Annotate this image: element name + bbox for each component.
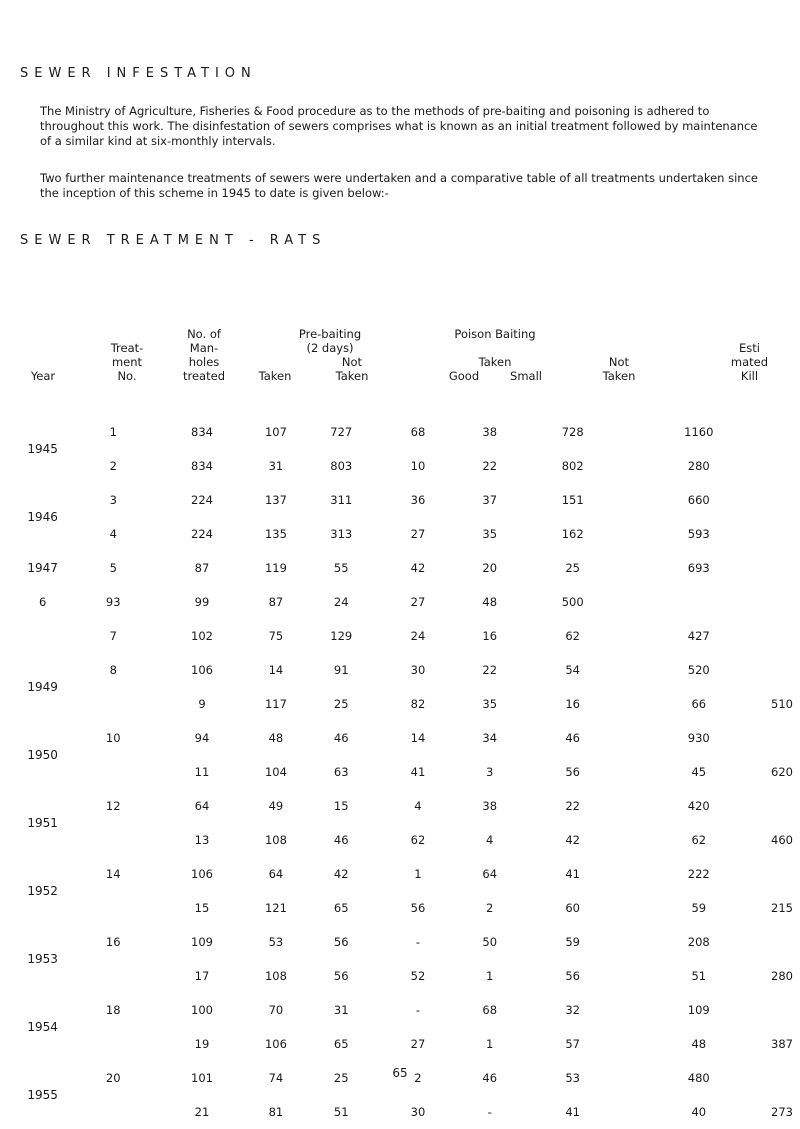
header-poison-small: Small — [510, 369, 542, 383]
poison-small-cell: 38 — [482, 799, 498, 813]
year-cell: 1955 — [27, 1088, 58, 1102]
prebait-taken-cell: 107 — [264, 425, 287, 439]
table-row — [18, 1027, 793, 1061]
manholes-treated-cell: 101 — [191, 1071, 213, 1085]
poison-good-cell: - — [415, 1003, 421, 1017]
year-cell: 1946 — [27, 510, 58, 524]
header-est-kill-line: Esti — [739, 341, 760, 355]
year-cell — [67, 1095, 159, 1129]
table-row — [18, 857, 793, 891]
table-row — [18, 517, 793, 551]
manholes-treated-cell: 87 — [194, 561, 210, 575]
poison-small-cell: 64 — [482, 867, 498, 881]
poison-small-cell: 16 — [565, 697, 580, 711]
estimated-kill-cell: 500 — [561, 595, 584, 609]
header-est-kill-line: mated — [730, 355, 769, 369]
manholes-treated-cell: 106 — [264, 1037, 287, 1051]
not-taken-cell: 59 — [565, 935, 580, 949]
prebait-not-taken-cell: 311 — [330, 493, 353, 507]
poison-small-cell: 22 — [482, 663, 498, 677]
header-manholes-line: Man- — [189, 341, 219, 355]
estimated-kill-cell: 520 — [687, 663, 710, 677]
estimated-kill-cell: 280 — [687, 459, 710, 473]
prebait-taken-cell: 119 — [264, 561, 287, 575]
header-prebaiting: Pre-baiting — [298, 327, 362, 341]
poison-small-cell: 46 — [482, 1071, 498, 1085]
treatment-no-cell: 14 — [105, 867, 121, 881]
prebait-not-taken-cell: 129 — [330, 629, 353, 643]
table-row — [18, 551, 793, 585]
treatment-no-cell: 7 — [109, 629, 117, 643]
header-manholes-line: holes — [188, 355, 220, 369]
prebait-taken-cell: 74 — [268, 1071, 284, 1085]
estimated-kill-cell: 693 — [687, 561, 710, 575]
not-taken-cell: 48 — [482, 595, 498, 609]
poison-small-cell: 22 — [482, 459, 498, 473]
not-taken-cell: 45 — [691, 765, 707, 779]
prebait-not-taken-cell: 82 — [410, 697, 426, 711]
manholes-treated-cell: 64 — [194, 799, 210, 813]
prebait-taken-cell: 70 — [268, 1003, 284, 1017]
prebait-not-taken-cell: 727 — [330, 425, 353, 439]
manholes-treated-cell: 224 — [191, 493, 213, 507]
treatment-no-cell: 19 — [194, 1037, 210, 1051]
estimated-kill-cell: 510 — [771, 697, 793, 711]
prebait-taken-cell: 75 — [268, 629, 284, 643]
poison-good-cell: 1 — [486, 1037, 494, 1051]
header-not-taken-line: Taken — [602, 369, 636, 383]
not-taken-cell: 66 — [691, 697, 707, 711]
treatment-no-cell: 4 — [109, 527, 117, 541]
estimated-kill-cell: 109 — [687, 1003, 710, 1017]
poison-good-cell: 30 — [410, 663, 426, 677]
table-row — [18, 449, 793, 483]
treatment-no-cell: 9 — [198, 697, 206, 711]
poison-small-cell: 57 — [565, 1037, 580, 1051]
prebait-taken-cell: 65 — [333, 1037, 349, 1051]
prebait-not-taken-cell: 27 — [410, 1037, 426, 1051]
not-taken-cell: 62 — [565, 629, 580, 643]
manholes-treated-cell: 100 — [191, 1003, 213, 1017]
year-cell — [67, 755, 159, 789]
header-prebaiting-not-taken — [322, 355, 382, 383]
estimated-kill-cell: 480 — [687, 1071, 710, 1085]
prebait-taken-cell: 46 — [333, 833, 349, 847]
header-poison-taken: Taken — [478, 355, 512, 369]
poison-good-cell: 27 — [410, 527, 426, 541]
treatment-no-cell: 18 — [105, 1003, 121, 1017]
poison-good-cell: 1 — [486, 969, 494, 983]
poison-small-cell: 34 — [482, 731, 498, 745]
not-taken-cell: 54 — [565, 663, 580, 677]
estimated-kill-cell: 222 — [687, 867, 710, 881]
poison-good-cell: 35 — [482, 697, 498, 711]
prebait-not-taken-cell: 42 — [333, 867, 349, 881]
manholes-treated-cell: 93 — [105, 595, 121, 609]
prebait-taken-cell: 65 — [333, 901, 349, 915]
paragraph-procedure: The Ministry of Agriculture, Fisheries & Food procedure as to the methods of pre-baiting and poisoning is adhered to throughout this work. The disinfestation of sewers comprises what is known as an initial treatment followed by maintenance of a similar kind at six-monthly intervals. — [40, 104, 758, 148]
estimated-kill-cell: 930 — [687, 731, 710, 745]
header-manholes-treated — [166, 327, 242, 383]
prebait-not-taken-cell: 313 — [330, 527, 353, 541]
table-row — [18, 1095, 793, 1129]
poison-small-cell: 27 — [410, 595, 426, 609]
poison-good-cell: 14 — [410, 731, 426, 745]
table-row — [18, 687, 793, 721]
manholes-treated-cell: 109 — [191, 935, 213, 949]
manholes-treated-cell: 81 — [268, 1105, 284, 1119]
prebait-not-taken-cell: 55 — [333, 561, 349, 575]
prebait-taken-cell: 137 — [264, 493, 287, 507]
prebait-not-taken-cell: 30 — [410, 1105, 426, 1119]
year-cell: 1945 — [27, 442, 58, 456]
manholes-treated-cell: 106 — [191, 867, 213, 881]
year-cell: 1949 — [27, 680, 58, 694]
year-cell — [67, 891, 159, 925]
prebait-taken-cell: 25 — [333, 697, 349, 711]
prebait-taken-cell: 135 — [264, 527, 287, 541]
manholes-treated-cell: 106 — [191, 663, 213, 677]
manholes-treated-cell: 834 — [191, 459, 213, 473]
prebait-not-taken-cell: 46 — [333, 731, 349, 745]
estimated-kill-cell: 460 — [771, 833, 793, 847]
not-taken-cell: 48 — [691, 1037, 707, 1051]
header-manholes-line: treated — [183, 369, 225, 383]
poison-small-cell: 20 — [482, 561, 498, 575]
poison-good-cell: - — [415, 935, 421, 949]
estimated-kill-cell: 427 — [687, 629, 710, 643]
year-cell — [67, 959, 159, 993]
estimated-kill-cell: 660 — [687, 493, 710, 507]
poison-good-cell: 36 — [410, 493, 426, 507]
page-heading: SEWER INFESTATION — [20, 66, 257, 81]
prebait-taken-cell: 53 — [268, 935, 284, 949]
header-treatment-line: Treat- — [110, 341, 144, 355]
prebait-not-taken-cell: 15 — [333, 799, 349, 813]
prebait-not-taken-cell: 56 — [410, 901, 426, 915]
not-taken-cell: 62 — [691, 833, 707, 847]
poison-small-cell: 50 — [482, 935, 498, 949]
poison-small-cell: 68 — [482, 1003, 498, 1017]
table-body — [18, 415, 793, 1129]
manholes-treated-cell: 121 — [264, 901, 287, 915]
prebait-taken-cell: 56 — [333, 969, 349, 983]
header-treatment-line: No. — [117, 369, 137, 383]
prebait-taken-cell: 49 — [268, 799, 284, 813]
treatment-no-cell: 13 — [194, 833, 210, 847]
year-cell: 1950 — [27, 748, 58, 762]
treatment-no-cell: 11 — [194, 765, 210, 779]
treatment-no-cell: 3 — [109, 493, 117, 507]
treatment-no-cell: 10 — [105, 731, 121, 745]
table-row — [18, 993, 793, 1027]
year-cell — [67, 1027, 159, 1061]
manholes-treated-cell: 117 — [264, 697, 287, 711]
header-prebaiting-taken: Taken — [258, 369, 292, 383]
header-year: Year — [30, 369, 56, 383]
poison-small-cell: 56 — [565, 765, 580, 779]
year-cell — [67, 823, 159, 857]
year-cell — [67, 687, 159, 721]
treatment-no-cell: 12 — [105, 799, 121, 813]
poison-good-cell: 10 — [410, 459, 426, 473]
manholes-treated-cell: 102 — [191, 629, 213, 643]
page-number: 65 — [392, 1066, 408, 1080]
estimated-kill-cell: 387 — [771, 1037, 793, 1051]
poison-good-cell: 68 — [410, 425, 426, 439]
treatment-no-cell: 6 — [38, 595, 47, 609]
table-row — [18, 891, 793, 925]
not-taken-cell: 728 — [561, 425, 584, 439]
poison-small-cell: 16 — [482, 629, 498, 643]
prebait-not-taken-cell: 31 — [333, 1003, 349, 1017]
estimated-kill-cell: 420 — [687, 799, 710, 813]
header-pre-not-taken-line: Not — [341, 355, 363, 369]
not-taken-cell: 59 — [691, 901, 707, 915]
table-row — [18, 789, 793, 823]
table-row — [18, 823, 793, 857]
treatment-no-cell: 15 — [194, 901, 210, 915]
header-estimated-kill — [712, 341, 787, 383]
treatment-no-cell: 8 — [109, 663, 117, 677]
table-row — [18, 755, 793, 789]
manholes-treated-cell: 224 — [191, 527, 213, 541]
prebait-not-taken-cell: 62 — [410, 833, 426, 847]
poison-small-cell: 41 — [565, 1105, 580, 1119]
prebait-taken-cell: 14 — [268, 663, 284, 677]
table-row — [18, 959, 793, 993]
poison-good-cell: 42 — [410, 561, 426, 575]
prebait-taken-cell: 99 — [194, 595, 210, 609]
treatment-no-cell: 1 — [109, 425, 117, 439]
table-row — [18, 415, 793, 449]
prebait-taken-cell: 31 — [268, 459, 284, 473]
treatment-no-cell: 21 — [194, 1105, 210, 1119]
poison-small-cell: 56 — [565, 969, 580, 983]
prebait-taken-cell: 48 — [268, 731, 284, 745]
estimated-kill-cell: 620 — [771, 765, 793, 779]
treatment-no-cell: 2 — [109, 459, 117, 473]
poison-small-cell: 38 — [482, 425, 498, 439]
table-row — [18, 585, 793, 619]
header-manholes-line: No. of — [187, 327, 221, 341]
not-taken-cell: 40 — [691, 1105, 707, 1119]
header-not-taken — [584, 355, 654, 383]
manholes-treated-cell: 834 — [191, 425, 213, 439]
manholes-treated-cell: 104 — [264, 765, 287, 779]
header-treatment-no — [100, 341, 154, 383]
year-cell: 1954 — [27, 1020, 58, 1034]
not-taken-cell: 802 — [561, 459, 584, 473]
poison-small-cell: 42 — [565, 833, 580, 847]
prebait-not-taken-cell: 87 — [268, 595, 284, 609]
prebait-not-taken-cell: 25 — [333, 1071, 349, 1085]
treatment-table — [18, 415, 793, 1129]
treatment-no-cell: 17 — [194, 969, 210, 983]
year-cell: 1951 — [27, 816, 58, 830]
table-row — [18, 925, 793, 959]
not-taken-cell: 162 — [561, 527, 584, 541]
estimated-kill-cell: 1160 — [684, 425, 714, 439]
poison-good-cell: 1 — [414, 867, 422, 881]
poison-small-cell: 35 — [482, 527, 498, 541]
not-taken-cell: 51 — [691, 969, 707, 983]
manholes-treated-cell: 94 — [194, 731, 210, 745]
header-not-taken-line: Not — [608, 355, 630, 369]
not-taken-cell: 151 — [561, 493, 584, 507]
poison-good-cell: 2 — [414, 1071, 422, 1085]
poison-good-cell: 24 — [410, 629, 426, 643]
header-treatment-line: ment — [111, 355, 143, 369]
estimated-kill-cell: 593 — [687, 527, 710, 541]
manholes-treated-cell: 108 — [264, 833, 287, 847]
paragraph-maintenance: Two further maintenance treatments of sewers were undertaken and a comparative table of all treatments undertaken since the inception of this scheme in 1945 to date is given below:- — [40, 171, 758, 200]
table-row — [18, 483, 793, 517]
table-row — [18, 619, 793, 653]
treatment-no-cell: 5 — [109, 561, 117, 575]
year-cell — [18, 619, 67, 653]
prebait-not-taken-cell: 56 — [333, 935, 349, 949]
poison-good-cell: 2 — [486, 901, 494, 915]
header-est-kill-line: Kill — [740, 369, 759, 383]
manholes-treated-cell: 108 — [264, 969, 287, 983]
table-row — [18, 721, 793, 755]
header-prebaiting-days: (2 days) — [306, 341, 354, 355]
estimated-kill-cell: 215 — [771, 901, 793, 915]
year-cell: 1952 — [27, 884, 58, 898]
table-title: SEWER TREATMENT - RATS — [20, 233, 327, 248]
prebait-taken-cell: 63 — [333, 765, 349, 779]
not-taken-cell: 25 — [565, 561, 580, 575]
year-cell: 1947 — [27, 561, 58, 575]
prebait-taken-cell: 64 — [268, 867, 284, 881]
poison-good-cell: 3 — [486, 765, 494, 779]
estimated-kill-cell: 280 — [771, 969, 793, 983]
header-pre-not-taken-line: Taken — [335, 369, 369, 383]
not-taken-cell: 53 — [565, 1071, 580, 1085]
poison-small-cell: 60 — [565, 901, 580, 915]
not-taken-cell: 46 — [565, 731, 580, 745]
not-taken-cell: 41 — [565, 867, 580, 881]
poison-good-cell: 4 — [486, 833, 494, 847]
poison-small-cell: 37 — [482, 493, 498, 507]
poison-good-cell: 24 — [333, 595, 349, 609]
treatment-no-cell: 20 — [105, 1071, 121, 1085]
not-taken-cell: 22 — [565, 799, 580, 813]
not-taken-cell: 32 — [565, 1003, 580, 1017]
header-poison-baiting: Poison Baiting — [454, 327, 536, 341]
prebait-not-taken-cell: 803 — [330, 459, 353, 473]
prebait-not-taken-cell: 91 — [333, 663, 349, 677]
prebait-taken-cell: 51 — [333, 1105, 349, 1119]
year-cell: 1953 — [27, 952, 58, 966]
poison-good-cell: - — [487, 1105, 492, 1119]
header-poison-good: Good — [448, 369, 480, 383]
table-row — [18, 653, 793, 687]
prebait-not-taken-cell: 52 — [410, 969, 426, 983]
estimated-kill-cell: 273 — [771, 1105, 793, 1119]
prebait-not-taken-cell: 41 — [410, 765, 426, 779]
poison-good-cell: 4 — [414, 799, 422, 813]
treatment-no-cell: 16 — [105, 935, 121, 949]
estimated-kill-cell: 208 — [687, 935, 710, 949]
